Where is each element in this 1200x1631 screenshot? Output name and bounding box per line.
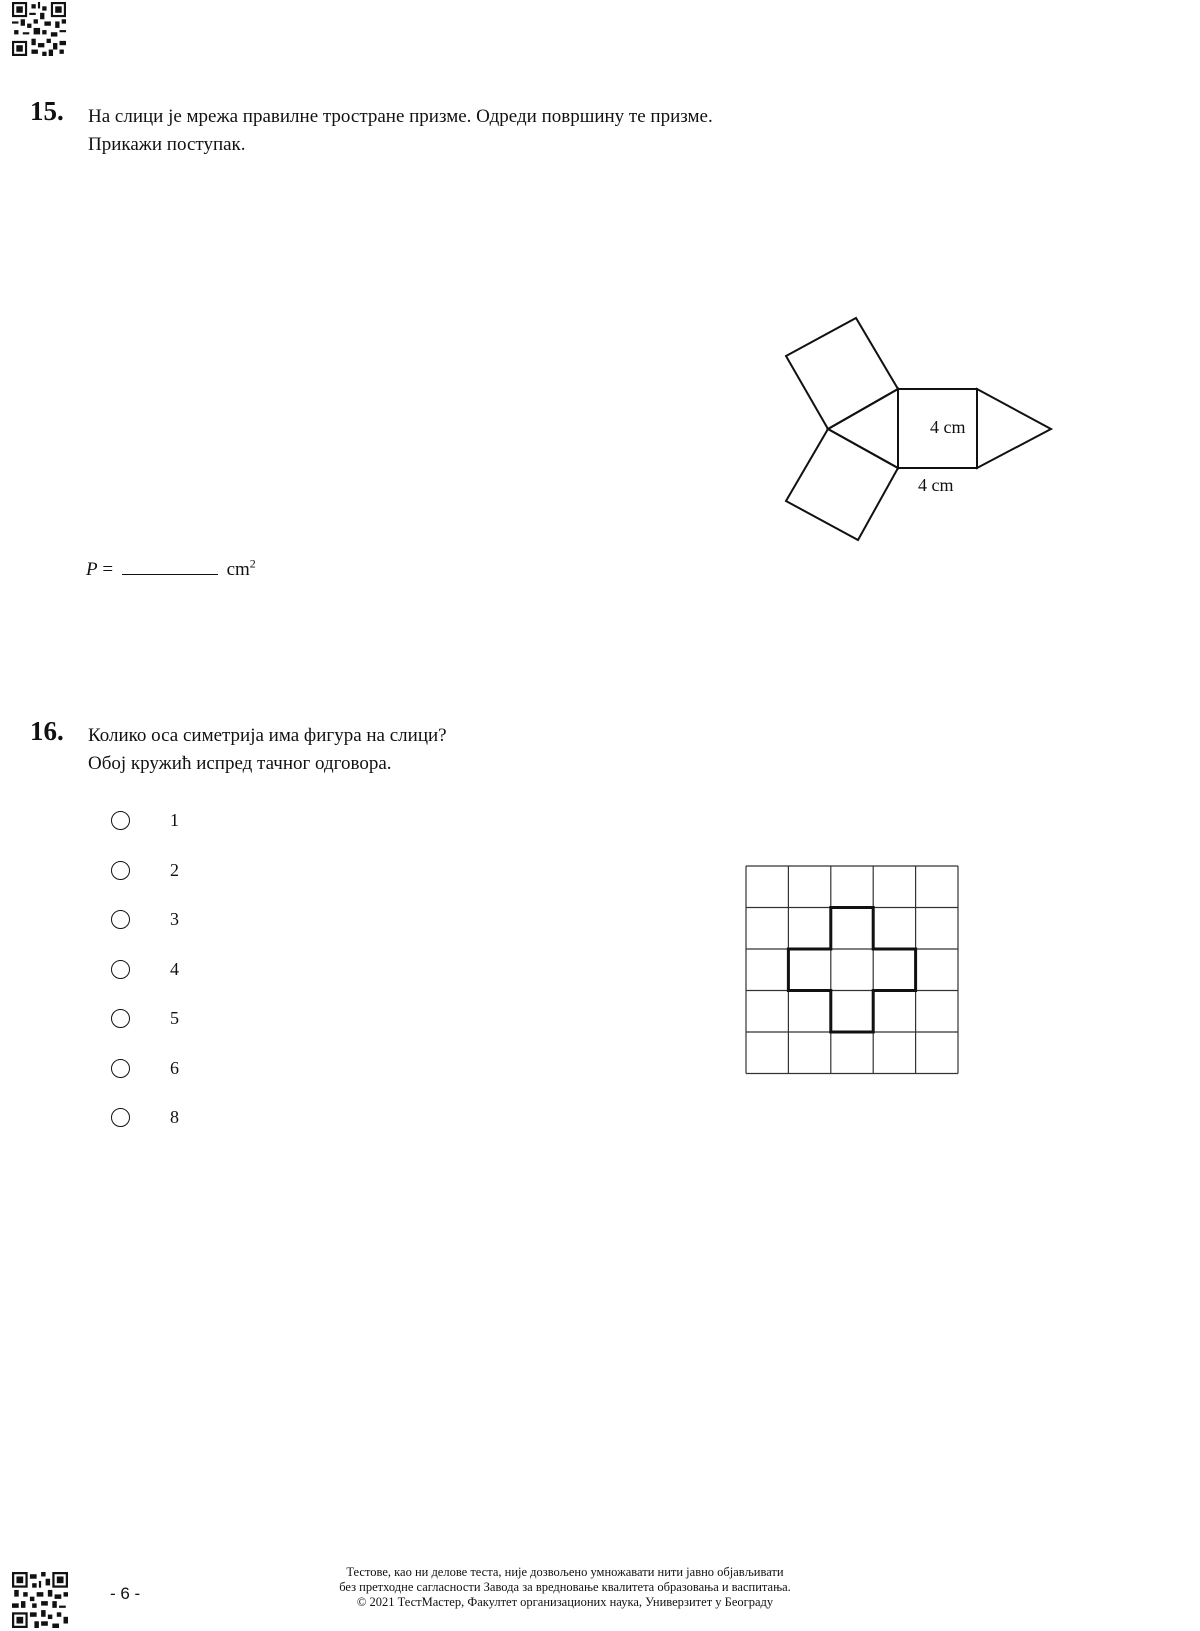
symmetry-grid-figure [744,863,960,1077]
cross-figure [788,908,915,1033]
question-15-answer [86,556,256,581]
footer-line-3: © 2021 ТестМастер, Факултет организационих наука, Универзитет у Београду [356,1595,774,1609]
answer-option[interactable] [111,1055,179,1081]
question-16-number: 16. [30,716,64,746]
answer-unit: cm [226,559,250,580]
radio-circle-icon[interactable] [111,811,130,830]
question-15-text [88,103,713,159]
radio-circle-icon[interactable] [111,1009,130,1028]
answer-option-label: 3 [170,908,179,929]
answer-unit-exponent: 2 [249,556,256,571]
qr-code-icon [12,2,66,56]
answer-option-label: 4 [170,958,179,979]
footer-copyright-notice [240,1565,890,1610]
question-16-text [88,722,447,778]
answer-option-label: 1 [170,809,179,830]
page-number: - 6 - [110,1584,141,1603]
question-15-number: 15. [30,96,64,126]
answer-equals: = [102,559,114,580]
prism-net-top-square [786,318,898,429]
answer-option[interactable] [111,807,179,833]
question-15-line-2: Прикажи поступак. [88,134,246,155]
answer-option-label: 2 [170,859,179,880]
answer-option[interactable] [111,1104,179,1130]
answer-option[interactable] [111,906,179,932]
prism-net-left-triangle [828,389,898,468]
answer-option[interactable] [111,857,179,883]
answer-option[interactable] [111,1005,179,1031]
qr-code-icon [12,1572,68,1628]
prism-net-figure [770,305,1070,555]
radio-circle-icon[interactable] [111,960,130,979]
footer-line-2: без претходне сагласности Завода за вредновање квалитета образовања и васпитања. [339,1580,791,1594]
radio-circle-icon[interactable] [111,1059,130,1078]
grid-lines [746,866,958,1074]
radio-circle-icon[interactable] [111,910,130,929]
question-15-line-1: На слици је мрежа правилне тростране призме. Одреди површину те призме. [88,106,713,127]
radio-circle-icon[interactable] [111,1108,130,1127]
prism-edge-label: 4 cm [918,475,954,495]
question-16-line-1: Колико оса симетрија има фигура на слици? [88,725,447,746]
answer-option-label: 8 [170,1106,179,1127]
prism-net-bottom-square [786,429,898,540]
answer-blank-field[interactable] [122,556,218,575]
question-16-line-2: Обој кружић испред тачног одговора. [88,753,392,774]
prism-net-right-triangle [977,389,1051,468]
footer-line-1: Тестове, као ни делове теста, није дозвољено умножавати нити јавно објављивати [346,1565,784,1579]
answer-option-label: 5 [170,1007,179,1028]
answer-variable: P [86,559,98,580]
answer-option[interactable] [111,956,179,982]
answer-option-label: 6 [170,1057,179,1078]
radio-circle-icon[interactable] [111,861,130,880]
prism-height-label: 4 cm [930,417,966,437]
